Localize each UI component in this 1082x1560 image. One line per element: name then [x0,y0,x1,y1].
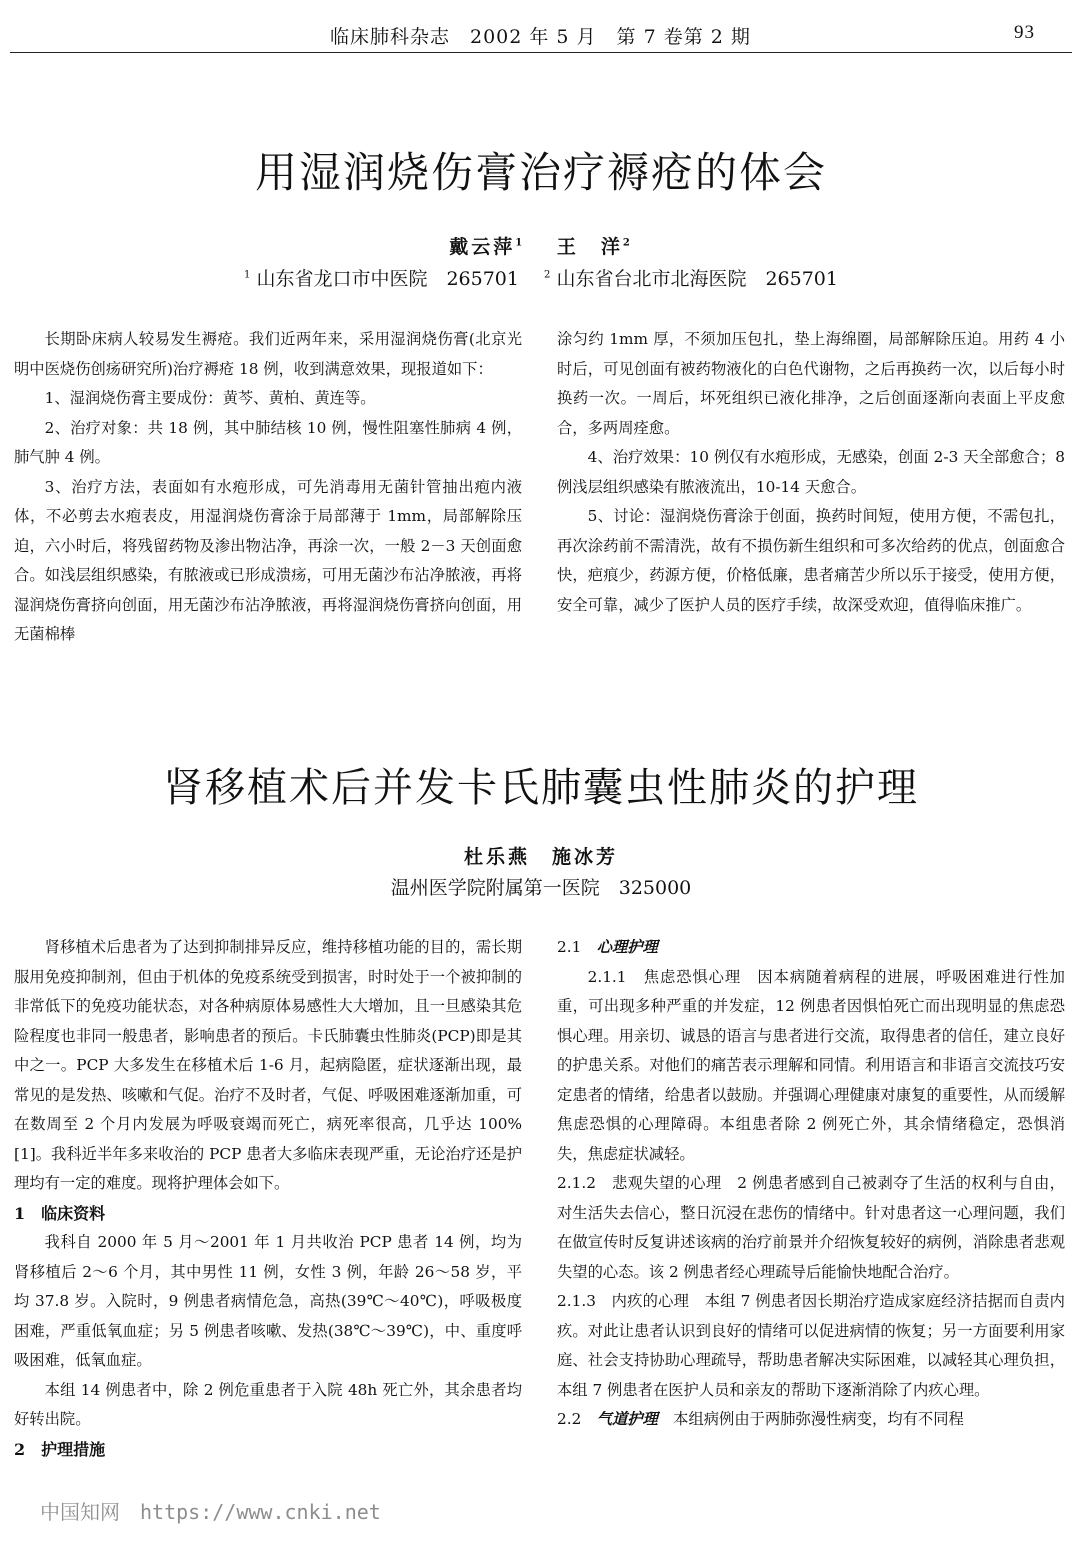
author-sup: 1 [515,237,526,249]
article2-affiliation: 温州医学院附属第一医院 325000 [390,877,692,899]
subsection-title: 气道护理 [596,1410,658,1428]
header-rule [10,52,1072,53]
paragraph [557,1405,1065,1435]
article1-affiliations [0,264,1082,291]
subsection-title: 焦虑恐惧心理 [643,967,742,986]
running-head [0,18,1082,48]
author-name: 戴云萍 [449,236,516,258]
subsection-number: 2.1.3 [557,1292,596,1310]
article1-title: 用湿润烧伤膏治疗褥疮的体会 [254,148,827,197]
article2-right-column [557,933,1065,1435]
affiliation: 山东省台北市北海医院 265701 [556,268,838,290]
paragraph [557,1169,1065,1287]
paragraph: 本组 14 例患者中，除 2 例危重患者于入院 48h 死亡外，其余患者均好转出院。 [14,1380,522,1428]
subsection-number: 2.1 [557,938,582,956]
subsection-text: 本组 7 例患者因长期治疗造成家庭经济拮据而自责内疚。对此让患者认识到良好的情绪可以促进病情的恢复；另一方面要利用家庭、社会支持协助心理疏导，帮助患者解决实际困难，以减轻其心理负担，本组 7 例患者在医护人员和亲友的帮助下逐渐消除了内疚心理。 [557,1292,1065,1399]
article1-right-column [557,325,1065,620]
section-heading [14,1435,522,1465]
subsection-text: 2 例患者感到自己被剥夺了生活的权利与自由，对生活失去信心，整日沉浸在悲伤的情绪中。针对患者这一心理问题，我们在做宣传时反复讲述该病的治疗前景并介绍恢复较好的病例，消除患者悲观失望的心态。该 2 例患者经心理疏导后能愉快地配合治疗。 [557,1174,1065,1281]
subsection-text: 本组病例由于两肺弥漫性病变，均有不同程 [673,1410,964,1428]
affil-sup: 2 [544,269,551,281]
cnki-watermark: 中国知网 https://www.cnki.net [40,1500,381,1524]
section-number: 1 [14,1203,26,1223]
subsection-heading [557,933,1065,963]
paragraph: 1、湿润烧伤膏主要成份：黄芩、黄柏、黄连等。 [44,389,376,407]
paragraph: 4、治疗效果：10 例仅有水疱形成，无感染，创面 2-3 天全部愈合；8 例浅层组织感染有脓液流出，10-14 天愈合。 [557,448,1065,496]
journal-issue: 临床肺科杂志 2002 年 5 月 第 7 卷第 2 期 [330,26,751,48]
subsection-text: 因本病随着病程的进展，呼吸困难进行性加重，可出现多种严重的并发症，12 例患者因惧怕死亡而出现明显的焦虑恐惧心理。用亲切、诚恳的语言与患者进行交流，取得患者的信任，建立良好的护患关系。对他们的痛苦表示理解和同情。利用语言和非语言交流技巧安定患者的情绪，给患者以鼓励。并强调心理健康对康复的重要性，从而缓解焦虑恐惧的心理障碍。本组患者除 2 例死亡外，其余情绪稳定，恐惧消失，焦虑症状减轻。 [557,967,1065,1163]
article2-title: 肾移植术后并发卡氏肺囊虫性肺炎的护理 [163,765,919,811]
article2-authors: 杜乐燕 施冰芳 [463,846,618,868]
section-heading [14,1199,522,1229]
section-number: 2 [14,1439,26,1459]
subsection-number: 2.2 [557,1410,582,1428]
subsection-title: 心理护理 [596,938,658,956]
article1-authors [0,232,1082,259]
author-sup: 2 [622,237,633,249]
article2-left-column [14,933,522,1464]
article1-left-column [14,325,522,650]
paragraph: 3、治疗方法，表面如有水疱形成，可先消毒用无菌针管抽出疱内液体，不必剪去水疱表皮，用湿润烧伤膏涂于局部薄于 1mm，局部解除压迫，六小时后，将残留药物及渗出物沾净，再涂一次，一般 2－3 天创面愈合。如浅层组织感染，有脓液或已形成溃疡，可用无菌沙布沾净脓液，再将湿润烧伤膏挤向创面，用无菌沙布沾净脓液，再将湿润烧伤膏挤向创面，用无菌棉棒 [14,477,522,643]
affiliation: 山东省龙口市中医院 265701 [256,268,519,290]
subsection-number: 2.1.2 [557,1174,596,1192]
subsection-title: 内疚的心理 [611,1292,690,1310]
affil-sup: 1 [244,269,251,281]
section-title: 护理措施 [41,1439,106,1459]
paragraph: 长期卧床病人较易发生褥疮。我们近两年来，采用湿润烧伤膏(北京光明中医烧伤创疡研究所)治疗褥疮 18 例，收到满意效果，现报道如下： [14,330,522,378]
subsection-number: 2.1.1 [587,967,627,986]
page-number: 93 [1014,22,1035,43]
paragraph: 2、治疗对象：共 18 例，其中肺结核 10 例，慢性阻塞性肺病 4 例，肺气肿 4 例。 [14,418,522,466]
paragraph: 我科自 2000 年 5 月～2001 年 1 月共收治 PCP 患者 14 例，均为肾移植后 2～6 个月，其中男性 11 例，女性 3 例，年龄 26～58 岁，平均 37.8 岁。入院时，9 例患者病情危急，高热(39℃～40℃)，呼吸极度困难，严重低氧血症；另 5 例患者咳嗽、发热(38℃～39℃)，中、重度呼吸困难，低氧血症。 [14,1233,522,1369]
paragraph: 肾移植术后患者为了达到抑制排异反应，维持移植功能的目的，需长期服用免疫抑制剂，但由于机体的免疫系统受到损害，时时处于一个被抑制的非常低下的免疫功能状态，对各种病原体易感性大大增加，且一旦感染其危险程度也非同一般患者，影响患者的预后。卡氏肺囊虫性肺炎(PCP)即是其中之一。PCP 大多发生在移植术后 1-6 月，起病隐匿，症状逐渐出现，最常见的是发热、咳嗽和气促。治疗不及时者，气促、呼吸困难逐渐加重，可在数周至 2 个月内发展为呼吸衰竭而死亡，病死率很高，几乎达 100%[1]。我科近半年多来收治的 PCP 患者大多临床表现严重，无论治疗还是护理均有一定的难度。现将护理体会如下。 [14,938,522,1192]
subsection-title: 悲观失望的心理 [611,1174,722,1192]
author-name: 王 洋 [556,236,623,258]
paragraph: 涂匀约 1mm 厚，不须加压包扎，垫上海绵圈，局部解除压迫。用药 4 小时后，可见创面有被药物液化的白色代谢物，之后再换药一次，以后每小时换药一次。一周后，坏死组织已液化排净，之后创面逐渐向表面上平皮愈合，多两周痊愈。 [557,330,1065,437]
paragraph [557,1287,1065,1405]
paragraph: 5、讨论：湿润烧伤膏涂于创面，换药时间短，使用方便，不需包扎，再次涂药前不需清洗，故有不损伤新生组织和可多次给药的优点，创面愈合快，疤痕少，药源方便，价格低廉，患者痛苦少所以乐于接受，使用方便，安全可靠，减少了医护人员的医疗手续，故深受欢迎，值得临床推广。 [557,507,1065,614]
section-title: 临床资料 [41,1203,106,1223]
paragraph [557,963,1065,1170]
